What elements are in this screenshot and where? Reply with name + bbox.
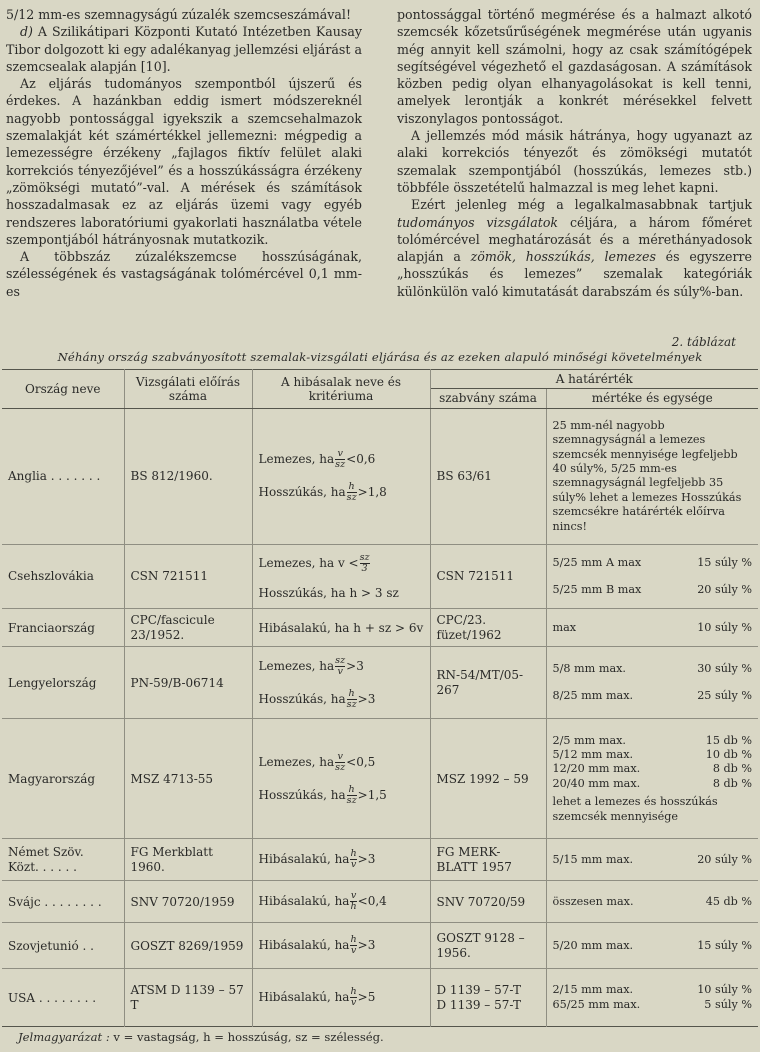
cell-country: Német Szöv. Közt. . . . . . <box>2 839 124 881</box>
cell-standard: CSN 721511 <box>430 544 546 608</box>
measure-line <box>553 889 753 915</box>
cell-standard: RN-54/MT/05-267 <box>430 647 546 719</box>
criterion <box>259 476 424 509</box>
criterion-relation: >1,5 <box>357 787 387 802</box>
paragraph-text: Ezért jelenleg még a legalkalmasabbnak tartjuk <box>411 197 752 213</box>
criterion-label: Hosszúkás, ha <box>258 691 346 706</box>
measure-range: 20/40 mm max. <box>552 776 641 790</box>
measure-value: 15 db % <box>705 733 753 747</box>
criterion-label: Lemezes, ha <box>258 754 335 769</box>
criterion <box>259 779 424 812</box>
measure-range: 2/5 mm max. <box>552 733 626 747</box>
measure-value: 10 súly % <box>697 983 753 997</box>
fraction-denominator: v <box>335 666 345 677</box>
criterion-label: Hibásalakú, ha h + sz > 6v <box>258 620 424 635</box>
measure-value: 8 db % <box>712 762 753 776</box>
fraction-numerator: v <box>337 750 343 762</box>
header-method: Vizsgálati előírás száma <box>124 370 252 409</box>
table-row <box>2 544 758 608</box>
cell-standard: MSZ 1992 – 59 <box>430 719 546 839</box>
measure-value: 15 súly % <box>697 556 753 570</box>
fraction <box>335 752 345 773</box>
measure-value: 30 súly % <box>697 662 753 676</box>
measure-range: 5/8 mm max. <box>552 662 626 676</box>
criterion-label: Hosszúkás, ha <box>258 485 346 500</box>
fraction-denominator: v <box>350 859 357 871</box>
fraction <box>335 449 345 470</box>
cell-criteria <box>252 647 430 719</box>
fraction-denominator: sz <box>335 761 346 773</box>
emphasis: tudományos vizsgálatok <box>397 214 559 230</box>
cell-country: Svájc . . . . . . . . <box>2 881 124 923</box>
standards-table <box>2 369 758 1027</box>
measure-range: max <box>552 620 577 634</box>
measure-line <box>553 734 753 748</box>
criterion <box>259 885 424 918</box>
criterion-relation: >3 <box>357 938 376 953</box>
cell-measure <box>546 408 758 544</box>
fraction <box>347 482 357 503</box>
criterion-relation: <0,5 <box>346 754 376 769</box>
paragraph-text: céljára, a három főméret tolómércével meghatározását és a mérethányadosok alapján a <box>397 214 752 265</box>
text-column-left <box>6 6 362 300</box>
criterion <box>259 843 424 876</box>
criterion <box>259 981 424 1014</box>
cell-method: CSN 721511 <box>124 544 252 608</box>
measure-value: 10 súly % <box>697 620 753 634</box>
paragraph <box>397 196 752 300</box>
measure-range: 5/12 mm max. <box>552 747 634 761</box>
cell-standard: BS 63/61 <box>430 408 546 544</box>
fraction-numerator: sz <box>335 654 346 666</box>
measure-line <box>553 656 753 682</box>
measure-range: 2/15 mm max. <box>552 983 634 997</box>
cell-measure <box>546 609 758 647</box>
measure-range: 5/25 mm A max <box>552 556 642 570</box>
paragraph <box>6 23 362 75</box>
criterion-relation: <0,4 <box>357 894 387 909</box>
criterion-relation: >5 <box>357 990 376 1005</box>
fraction-numerator: h <box>348 687 355 699</box>
table-row <box>2 839 758 881</box>
fraction-numerator: h <box>350 986 357 998</box>
criterion-relation: >3 <box>357 852 376 867</box>
fraction <box>335 656 345 677</box>
cell-country: Franciaország <box>2 609 124 647</box>
cell-country: Csehszlovákia <box>2 544 124 608</box>
legend-label: Jelmagyarázat : <box>18 1030 110 1044</box>
table-number: 2. táblázat <box>671 335 736 349</box>
table-row <box>2 923 758 969</box>
criterion <box>259 929 424 962</box>
fraction-numerator: sz <box>359 551 370 563</box>
measure-range: 5/15 mm max. <box>552 852 634 866</box>
measure-range: 8/25 mm max. <box>552 688 634 702</box>
measure-line <box>553 577 753 603</box>
paragraph: pontossággal történő megmérése és a halmazt alkotó szemcsék kőzetsűrűségének megmérése után ugyanis még annyit kell számolni, hogy az csak számítógépek segítségével végezhető el gazdaságosan. A számítások közben pedig olyan elhanyagolásokat is kell tenni, amelyek lerontják a konkrét mérésekkel felvett viszonylagos pontosságot. <box>397 7 752 126</box>
cell-country: Szovjetunió . . <box>2 923 124 969</box>
table-row <box>2 408 758 544</box>
cell-criteria <box>252 881 430 923</box>
cell-measure <box>546 881 758 923</box>
measure-line <box>553 615 753 641</box>
cell-criteria <box>252 923 430 969</box>
measure-line <box>553 550 753 576</box>
emphasis: zömök, hosszúkás, lemezes <box>470 249 656 265</box>
measure-line <box>553 777 753 791</box>
legend-text: v = vastagság, h = hosszúság, sz = szélesség. <box>109 1030 384 1044</box>
fraction-numerator: h <box>348 481 355 493</box>
header-standard: szabvány száma <box>430 389 546 408</box>
fraction <box>350 987 356 1008</box>
table-legend <box>18 1030 384 1044</box>
cell-country: Magyarország <box>2 719 124 839</box>
measure-value: 20 súly % <box>697 582 753 596</box>
criterion-relation: >3 <box>357 691 376 706</box>
criterion-label: Lemezes, ha v < <box>258 555 359 570</box>
fraction-denominator: v <box>350 945 357 957</box>
fraction <box>360 553 370 574</box>
cell-method: GOSZT 8269/1959 <box>124 923 252 969</box>
paragraph: 5/12 mm-es szemnagyságú zúzalék szemcseszámával! <box>6 7 352 22</box>
measure-note: lehet a lemezes és hosszúkás szemcsék mennyisége <box>552 795 718 823</box>
cell-method: SNV 70720/1959 <box>124 881 252 923</box>
cell-standard: CPC/23. füzet/1962 <box>430 609 546 647</box>
cell-method: FG Merkblatt 1960. <box>124 839 252 881</box>
criterion <box>259 580 424 606</box>
cell-criteria <box>252 544 430 608</box>
measure-line <box>553 847 753 873</box>
header-country: Ország neve <box>2 370 124 409</box>
measure-line <box>553 683 753 709</box>
fraction <box>347 689 357 710</box>
fraction <box>347 785 357 806</box>
fraction <box>350 849 356 870</box>
measure-value: 45 db % <box>705 894 753 908</box>
fraction-denominator: sz <box>346 492 357 504</box>
fraction-denominator: h <box>350 901 357 913</box>
measure-value: 5 súly % <box>704 997 753 1011</box>
measure-line <box>553 998 753 1012</box>
cell-standard: GOSZT 9128 – 1956. <box>430 923 546 969</box>
cell-criteria <box>252 969 430 1027</box>
table-row <box>2 647 758 719</box>
criterion <box>259 615 424 641</box>
measure-value: 15 súly % <box>697 938 753 952</box>
fraction <box>350 935 356 956</box>
text-column-right <box>397 6 752 300</box>
criterion-relation: <0,6 <box>346 452 376 467</box>
criterion-label: Lemezes, ha <box>258 452 335 467</box>
table-body <box>2 408 758 1026</box>
cell-method: MSZ 4713-55 <box>124 719 252 839</box>
criterion-label: Hibásalakú, ha <box>258 852 350 867</box>
list-marker: d) <box>20 24 33 40</box>
fraction-denominator: 3 <box>361 562 368 574</box>
criterion <box>259 746 424 779</box>
measure-line <box>553 983 753 997</box>
measure-range: összesen max. <box>552 894 634 908</box>
criterion-relation: >1,8 <box>357 485 387 500</box>
criterion <box>259 683 424 716</box>
cell-standard: SNV 70720/59 <box>430 881 546 923</box>
paragraph-text: A Szilikátipari Központi Kutató Intézetben Kausay Tibor dolgozott ki egy adalékanyag jellemzési eljárást a szemcsealak alapján [10]. <box>6 24 362 74</box>
measure-value: 10 db % <box>705 747 753 761</box>
paragraph: Az eljárás tudományos szempontból újszerű és érdekes. A hazánkban eddig ismert módszereknél nagyobb pontossággal igyekszik a szemcsehalmazok szemalakját két számértékkel jellemezni: mégpedig a lemezességre érzékeny „fajlagos fiktív felület alaki korrekciós tényezőjével” és a hosszúkásságra érzékeny „zömökségi mutató”-val. A mérések és számítások hosszadalmasak ez az eljárás üzemi vagy egyéb rendszeres laboratóriumi gyakorlati használatba vétele szempontjából hátrányosnak mutatkozik. <box>6 76 362 247</box>
measure-range: 5/25 mm B max <box>552 582 642 596</box>
cell-method: PN-59/B-06714 <box>124 647 252 719</box>
cell-criteria <box>252 719 430 839</box>
header-limit: A határérték <box>430 370 758 389</box>
cell-criteria <box>252 408 430 544</box>
cell-standard: FG MERK-BLATT 1957 <box>430 839 546 881</box>
criterion-relation: >3 <box>346 658 364 673</box>
measure-value: 8 db % <box>712 776 753 790</box>
criterion-label: Hibásalakú, ha <box>258 894 350 909</box>
criterion-label: Hosszúkás, ha h > 3 sz <box>258 585 399 600</box>
table-row <box>2 719 758 839</box>
criterion <box>259 547 424 580</box>
criterion <box>259 650 424 683</box>
header-defect: A hibásalak neve és kritériuma <box>252 370 430 409</box>
fraction-denominator: v <box>350 997 357 1009</box>
fraction-denominator: sz <box>346 698 357 710</box>
cell-country: Lengyelország <box>2 647 124 719</box>
cell-method: CPC/fascicule 23/1952. <box>124 609 252 647</box>
measure-line <box>553 933 753 959</box>
paragraph: A jellemzés mód másik hátránya, hogy ugyanazt az alaki korrekciós tényezőt és zömökségi mutatót szemalak szempontjából (hosszúkás, lemezes stb.) többféle összetételű halmazzal is meg lehet kapni. <box>397 128 752 195</box>
criterion-label: Hibásalakú, ha <box>258 938 350 953</box>
cell-criteria <box>252 839 430 881</box>
paragraph-text: és egyszerre „hosszúkás és lemezes” szemalak kategóriák különkülön való kimutatását darabszám és súly%-ban. <box>397 249 752 299</box>
fraction-numerator: v <box>350 890 357 902</box>
cell-country: USA . . . . . . . . <box>2 969 124 1027</box>
cell-country: Anglia . . . . . . . <box>2 408 124 544</box>
cell-measure <box>546 647 758 719</box>
criterion <box>259 443 424 476</box>
table-caption: Néhány ország szabványosított szemalak-vizsgálati eljárása és az ezeken alapuló minőségi követelmények <box>57 350 703 364</box>
table-row <box>2 609 758 647</box>
header-measure: mértéke és egysége <box>546 389 758 408</box>
cell-measure <box>546 719 758 839</box>
criterion-label: Hosszúkás, ha <box>258 787 346 802</box>
fraction <box>350 891 356 912</box>
fraction-numerator: h <box>348 783 355 795</box>
fraction-denominator: sz <box>335 459 346 471</box>
cell-measure <box>546 544 758 608</box>
table-row <box>2 881 758 923</box>
cell-standard: D 1139 – 57-T D 1139 – 57-T <box>430 969 546 1027</box>
fraction-denominator: sz <box>346 794 357 806</box>
cell-measure <box>546 969 758 1027</box>
cell-measure <box>546 923 758 969</box>
measure-value: 25 súly % <box>697 688 753 702</box>
criterion-label: Hibásalakú, ha <box>258 990 350 1005</box>
cell-method: BS 812/1960. <box>124 408 252 544</box>
table-row <box>2 969 758 1027</box>
fraction-numerator: h <box>350 934 357 946</box>
measure-value: 20 súly % <box>697 852 753 866</box>
fraction-numerator: h <box>350 848 357 860</box>
measure-range: 12/20 mm max. <box>552 762 641 776</box>
cell-measure <box>546 839 758 881</box>
cell-criteria <box>252 609 430 647</box>
criterion-label: Lemezes, ha <box>258 658 335 673</box>
measure-range: 5/20 mm max. <box>552 938 634 952</box>
fraction-numerator: v <box>337 448 343 460</box>
cell-method: ATSM D 1139 – 57 T <box>124 969 252 1027</box>
measure-range: 65/25 mm max. <box>552 997 641 1011</box>
measure-line <box>553 762 753 776</box>
measure-text: 25 mm-nél nagyobb szemnagyságnál a lemezes szemcsék mennyisége legfeljebb 40 súly%, 5/25 mm-es szemnagyságnál legfeljebb 35 súly% lehet a lemezes Hosszúkás szemcsékre határérték előírva nincs! <box>552 418 742 533</box>
measure-line <box>553 748 753 762</box>
paragraph: A többszáz zúzalékszemcse hosszúságának, szélességének és vastagságának tolómércével 0,1 mm-es <box>6 249 362 299</box>
